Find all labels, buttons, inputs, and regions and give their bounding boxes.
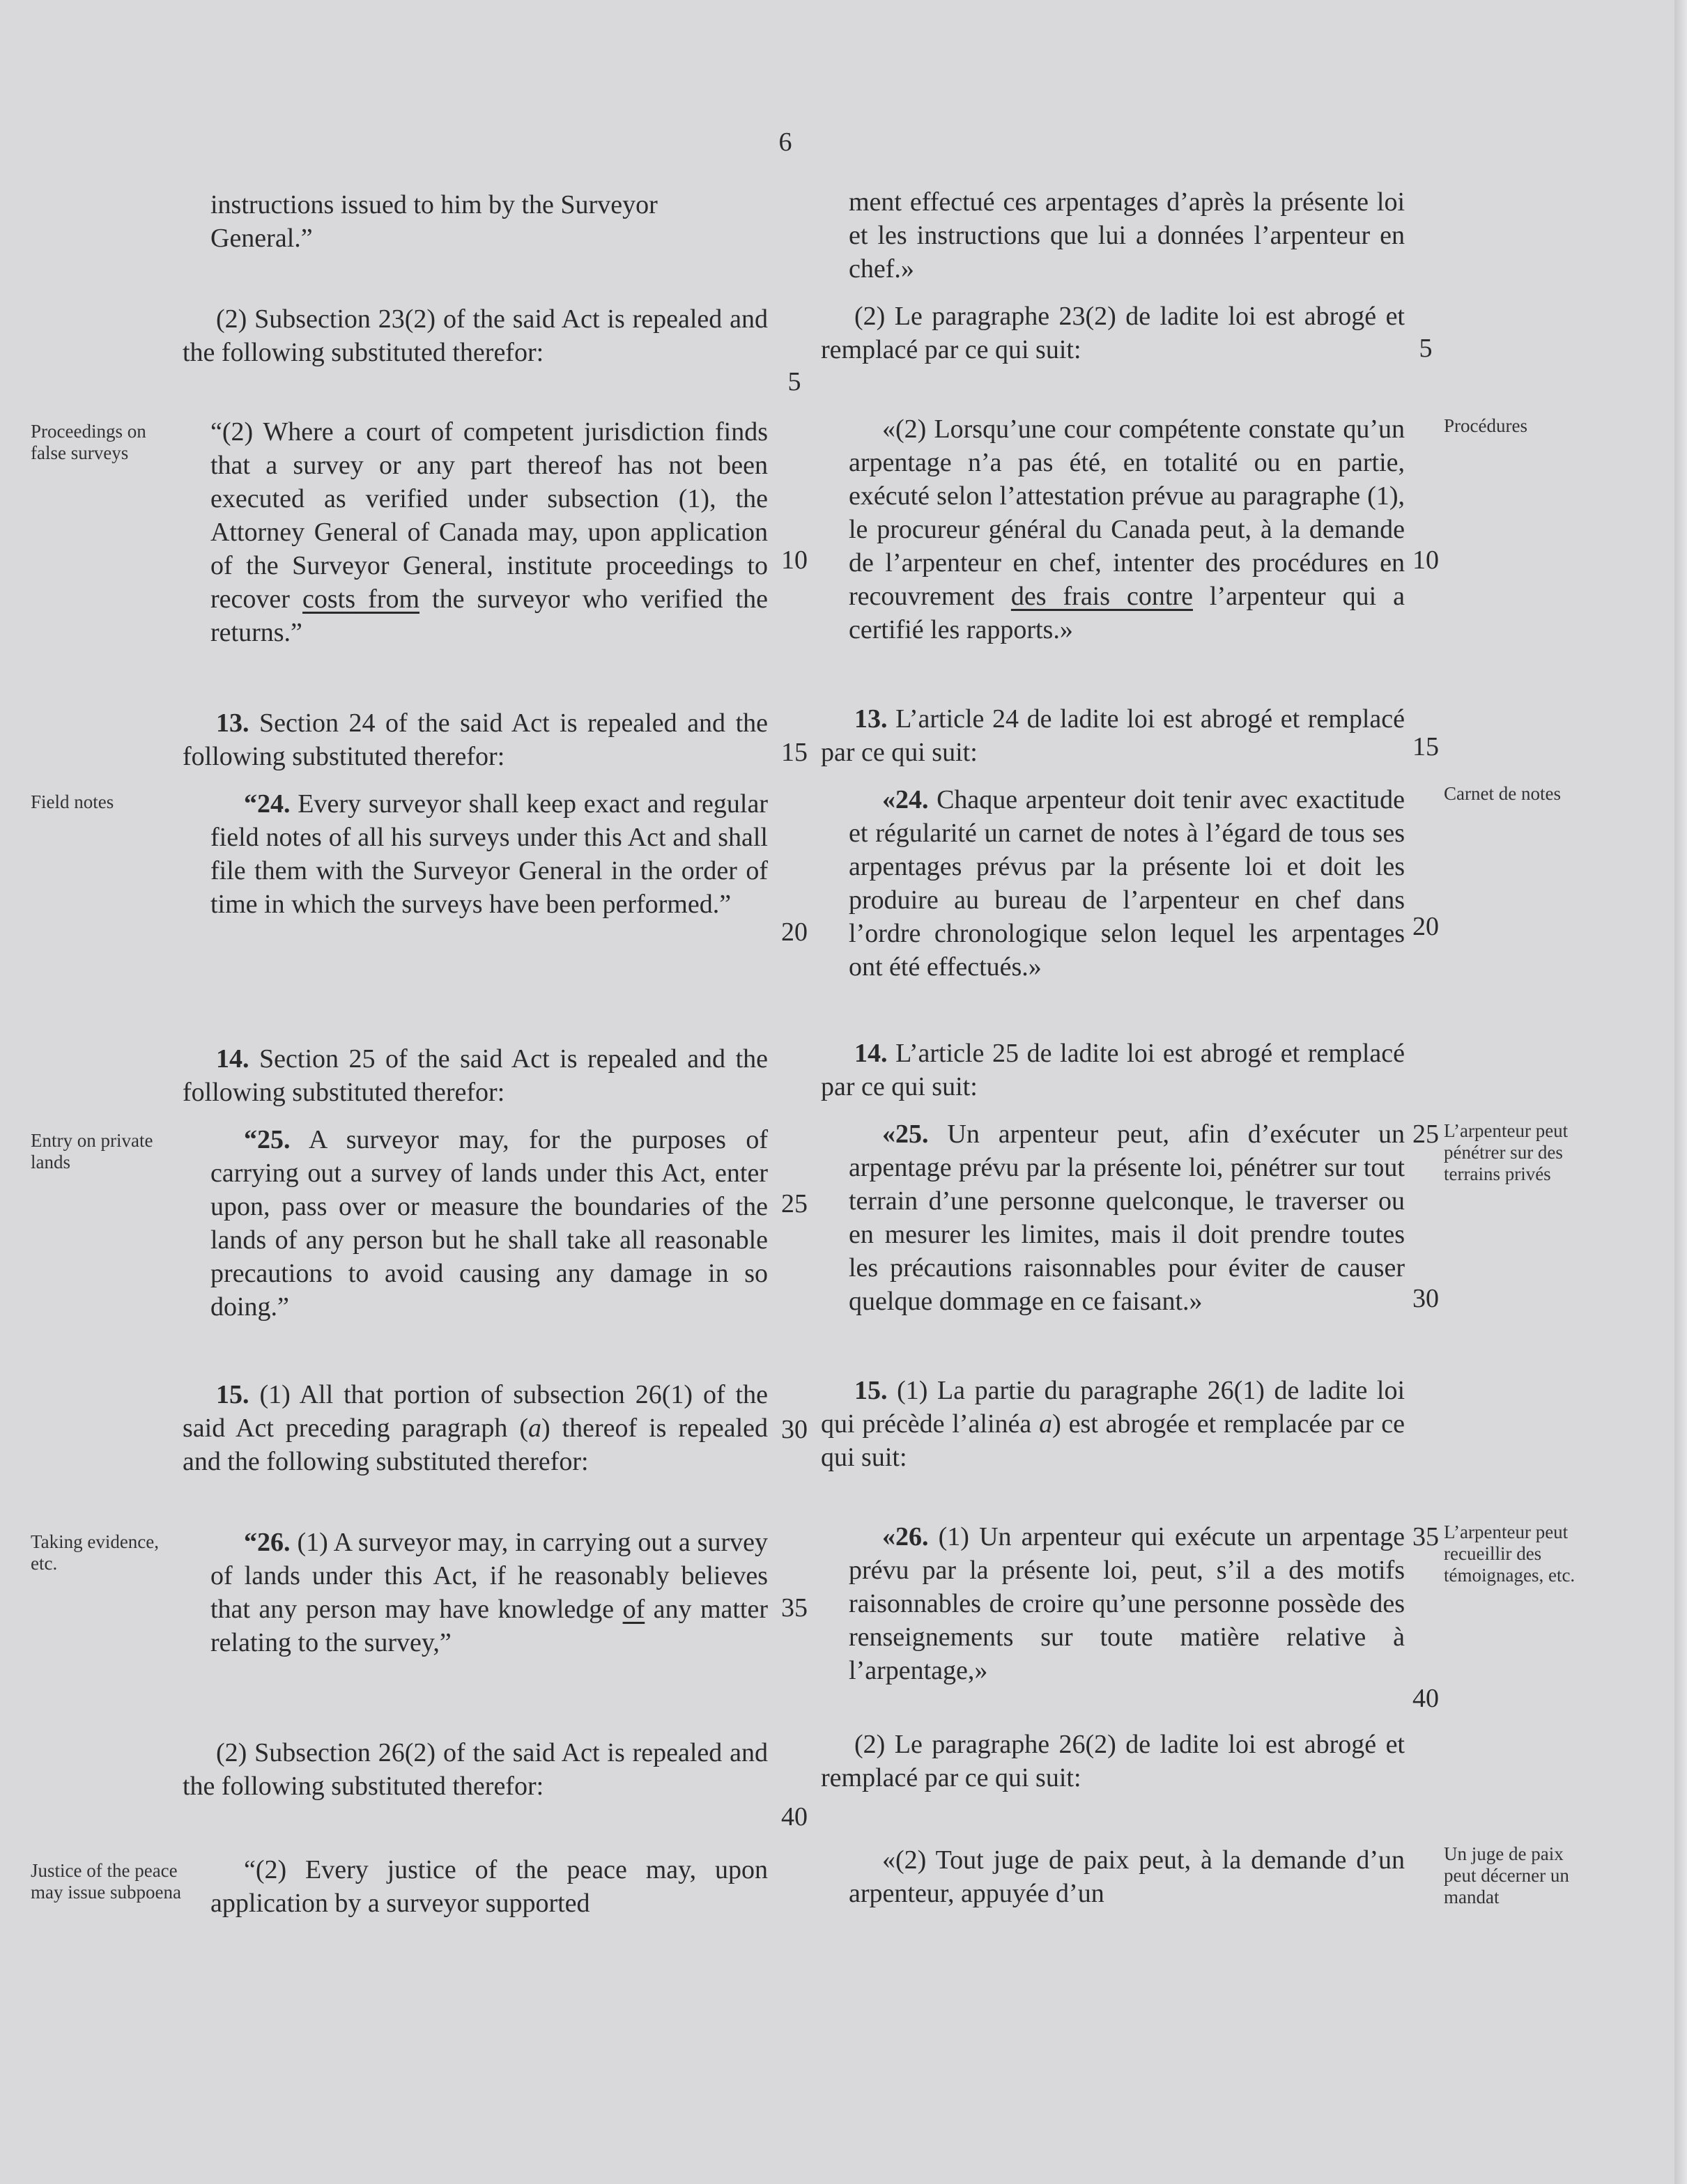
paragraph: «26. (1) Un arpenteur qui exécute un arpentage prévu par la présente loi, peut, s’il a des motifs raisonnables de croire qu’une personne possède des renseignements sur toute matière relative à l’arpentage,» — [849, 1522, 1405, 1685]
line-number-fr: 35 — [1412, 1522, 1439, 1551]
paragraph: (2) Le paragraphe 23(2) de ladite loi est abrogé et remplacé par ce qui suit: — [821, 302, 1405, 364]
line-number-fr: 5 — [1419, 334, 1433, 363]
paragraph: 13. L’article 24 de ladite loi est abrogé et remplacé par ce qui suit: — [821, 704, 1405, 767]
line-number-en: 5 — [787, 367, 801, 396]
margin-note-right: Carnet de notes — [1444, 783, 1561, 804]
paragraph: 13. Section 24 of the said Act is repealed and the following substituted therefor: — [183, 708, 768, 771]
french-column — [821, 0, 1405, 2184]
margin-note-right: L’arpenteur peut recueillir des témoignages, etc. — [1444, 1521, 1576, 1586]
paragraph: (2) Subsection 23(2) of the said Act is repealed and the following substituted therefor: — [183, 304, 768, 367]
line-number-en: 10 — [781, 545, 808, 575]
line-number-en: 25 — [781, 1189, 808, 1218]
paragraph: instructions issued to him by the Surveyor — [210, 190, 658, 219]
paragraph: ment effectué ces arpentages d’après la présente loi et les instructions que lui a données l’arpenteur en chef.» — [849, 187, 1405, 284]
paragraph: 14. L’article 25 de ladite loi est abrogé et remplacé par ce qui suit: — [821, 1039, 1405, 1101]
margin-note-right: Procédures — [1444, 415, 1527, 436]
margin-note-right: Un juge de paix peut décerner un mandat — [1444, 1843, 1569, 1907]
paragraph: “(2) Every justice of the peace may, upon application by a surveyor supported — [210, 1855, 768, 1918]
line-number-fr: 30 — [1412, 1284, 1439, 1313]
paragraph: «(2) Lorsqu’une cour compétente constate qu’un arpentage n’a pas été, en totalité ou en partie, exécuté selon l’attestation prévue au paragraphe (1), le procureur général du Canada peut, à la demande de l’arpenteur en chef, intenter des procédures en recouvrement des frais contre l’arpenteur qui a certifié les rapports.» — [849, 415, 1405, 644]
line-number-en: 40 — [781, 1802, 808, 1831]
english-continuation — [183, 188, 768, 255]
line-number-en: 20 — [781, 917, 808, 947]
line-number-fr: 40 — [1412, 1684, 1439, 1713]
line-number-en: 35 — [781, 1593, 808, 1622]
line-number-en: 30 — [781, 1415, 808, 1444]
paragraph: (2) Le paragraphe 26(2) de ladite loi est abrogé et remplacé par ce qui suit: — [821, 1730, 1405, 1792]
paragraph: “25. A surveyor may, for the purposes of carrying out a survey of lands under this Act, enter upon, pass over or measure the boundaries of the lands of any person but he shall take all reasonable precautions to avoid causing any damage in so doing.” — [210, 1125, 768, 1322]
english-column — [183, 0, 768, 2184]
margin-note-left: Taking evidence, etc. — [31, 1531, 160, 1574]
page-number: 6 — [778, 127, 792, 157]
paragraph: «24. Chaque arpenteur doit tenir avec exactitude et régularité un carnet de notes à l’égard de tous ses arpentages prévus par la présente loi et doit les produire au bureau de l’arpenteur en chef dans l’ordre chronologique selon lequel les arpentages ont été effectués.» — [849, 785, 1405, 982]
paragraph: 14. Section 25 of the said Act is repealed and the following substituted therefor: — [183, 1044, 768, 1107]
line-number-fr: 15 — [1412, 732, 1439, 761]
line-number-fr: 10 — [1412, 545, 1439, 575]
line-number-en: 15 — [781, 738, 808, 767]
paragraph: (2) Subsection 26(2) of the said Act is repealed and the following substituted therefor: — [183, 1738, 768, 1801]
margin-note-left: Entry on private lands — [31, 1130, 153, 1172]
line-number-fr: 20 — [1412, 912, 1439, 941]
paragraph: «25. Un arpenteur peut, afin d’exécuter un arpentage prévu par la présente loi, pénétrer sur tout terrain d’une personne quelconque, le traverser ou en mesurer les limites, mais il doit prendre toutes les précautions raisonnables pour éviter de causer quelque dommage en ce faisant.» — [849, 1120, 1405, 1316]
page-edge — [1674, 0, 1687, 2184]
paragraph: General.” — [210, 224, 313, 253]
margin-note-left: Justice of the peace may issue subpoena — [31, 1860, 181, 1903]
paragraph: “26. (1) A surveyor may, in carrying out a survey of lands under this Act, if he reasonably believes that any person may have knowledge of any matter relating to the survey,” — [210, 1528, 768, 1657]
paragraph: “(2) Where a court of competent jurisdiction finds that a survey or any part thereof has not been executed as verified under subsection (1), the Attorney General of Canada may, upon application of the Surveyor General, institute proceedings to recover costs from the surveyor who verified the returns.” — [210, 417, 768, 647]
margin-note-left: Field notes — [31, 791, 114, 812]
margin-note-left: Proceedings on false surveys — [31, 421, 146, 463]
paragraph: 15. (1) La partie du paragraphe 26(1) de ladite loi qui précède l’alinéa a) est abrogée et remplacée par ce qui suit: — [821, 1376, 1405, 1472]
paragraph: “24. Every surveyor shall keep exact and regular field notes of all his surveys under this Act and shall file them with the Surveyor General in the order of time in which the surveys have been performed.” — [210, 789, 768, 919]
margin-note-right: L’arpenteur peut pénétrer sur des terrains privés — [1444, 1120, 1569, 1184]
paragraph: 15. (1) All that portion of subsection 26(1) of the said Act preceding paragraph (a) thereof is repealed and the following substituted therefor: — [183, 1380, 769, 1476]
paragraph: «(2) Tout juge de paix peut, à la demande d’un arpenteur, appuyée d’un — [849, 1845, 1405, 1908]
line-number-fr: 25 — [1412, 1120, 1439, 1149]
